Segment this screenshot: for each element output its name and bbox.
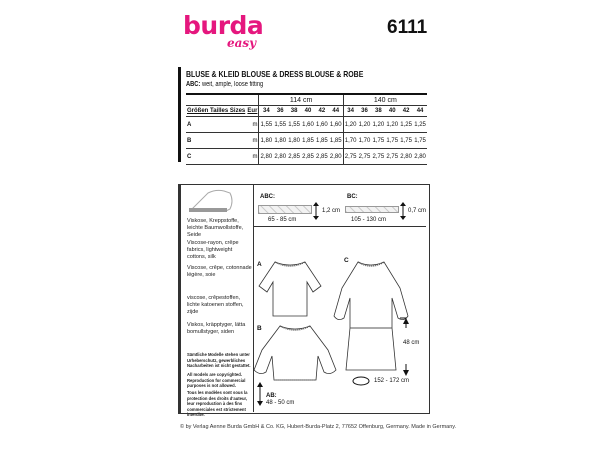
vertical-arrow-icon: [257, 382, 263, 406]
value-cell: 1,85: [301, 133, 315, 149]
value-cell: 1,75: [385, 133, 399, 149]
value-cell: 2,80: [413, 149, 427, 165]
size-cell: 36: [273, 106, 287, 117]
dress-length: 48 cm: [403, 340, 420, 346]
value-cell: 2,85: [301, 149, 315, 165]
value-cell: 2,75: [371, 149, 385, 165]
value-cell: 1,60: [315, 117, 329, 133]
view-c-label: C: [344, 257, 349, 264]
fabric-text-nl: viscose, crêpestoffen, lichte katoenen stoffen, zijde: [187, 295, 244, 315]
elastic-bc-label: BC:: [347, 194, 358, 200]
value-cell: 1,60: [301, 117, 315, 133]
elastic-abc-length: 65 - 85 cm: [268, 217, 297, 223]
value-cell: 1,70: [343, 133, 357, 149]
elastic-bc-tape: [345, 206, 399, 213]
section-bar: [178, 67, 181, 162]
size-cell: 36: [358, 106, 372, 117]
fabric-text-en: Viscose-rayon, crêpe fabrics, lightweight cottons, silk: [187, 240, 239, 260]
size-cell: 34: [259, 106, 273, 117]
brand-sub: easy: [227, 36, 257, 50]
size-cell: 38: [287, 106, 301, 117]
unit-label: m: [246, 133, 259, 149]
vertical-arrow-icon: [313, 202, 319, 220]
elastic-abc-label: ABC:: [260, 194, 275, 200]
value-cell: 1,60: [329, 117, 343, 133]
blouse-b-sketch: [250, 320, 340, 388]
table-row: [186, 149, 427, 165]
value-cell: 1,70: [358, 133, 372, 149]
width-114: 114 cm: [259, 94, 343, 106]
yardage-table: [186, 93, 427, 165]
value-cell: 1,85: [329, 133, 343, 149]
elastic-bc-width: 0,7 cm: [408, 208, 427, 214]
unit-label: m: [246, 149, 259, 165]
vertical-arrow-icon: [400, 202, 406, 220]
value-cell: 1,75: [399, 133, 413, 149]
fabric-text-de: Viskose, Kreppstoffe, leichte Baumwollstoffe, Seide: [187, 218, 244, 238]
fabric-swatch-icon: [186, 187, 236, 217]
table-row: [186, 117, 427, 133]
value-cell: 1,55: [273, 117, 287, 133]
value-cell: 1,80: [259, 133, 273, 149]
fit-text: weit, ample, loose fitting: [200, 81, 264, 88]
value-cell: 2,80: [273, 149, 287, 165]
value-cell: 1,20: [371, 117, 385, 133]
width-140: 140 cm: [343, 94, 427, 106]
value-cell: 2,75: [358, 149, 372, 165]
size-cell: 42: [315, 106, 329, 117]
circumference-icon: [352, 376, 370, 386]
value-cell: 2,75: [385, 149, 399, 165]
view-a-label: A: [257, 261, 262, 268]
unit-label: m: [246, 117, 259, 133]
view-label: B: [186, 133, 246, 149]
value-cell: 2,85: [287, 149, 301, 165]
fabric-text-fr: Viscose, crêpe, cotonnade légère, soie: [187, 265, 252, 278]
value-cell: 1,20: [385, 117, 399, 133]
elastic-bc-length: 105 - 130 cm: [351, 217, 387, 223]
value-cell: 1,80: [287, 133, 301, 149]
value-cell: 1,20: [343, 117, 357, 133]
value-cell: 2,75: [343, 149, 357, 165]
blouse-a-sketch: [255, 258, 325, 320]
value-cell: 1,20: [358, 117, 372, 133]
pattern-title: BLUSE & KLEID BLOUSE & DRESS BLOUSE & ROBE: [186, 69, 364, 79]
pattern-number: 6111: [387, 17, 428, 38]
size-cell: 42: [399, 106, 413, 117]
copyright-note-de: Sämtliche Modelle stehen unter Urheberschutz, gewerbliches Nacharbeiten ist nicht gestattet.: [187, 352, 251, 368]
copyright-footer: © by Verlag Aenne Burda GmbH & Co. KG, Hubert-Burda-Platz 2, 77652 Offenburg, Germany. Made in Germany.: [180, 424, 457, 430]
value-cell: 2,80: [329, 149, 343, 165]
sizes-header: Größen Tailles Sizes: [186, 106, 246, 117]
fabric-text-sv: Viskos, kräpptyger, lätta bomullstyger, siden: [187, 322, 246, 335]
burda-easy-logo: [183, 12, 263, 62]
value-cell: 1,25: [399, 117, 413, 133]
size-cell: 40: [301, 106, 315, 117]
value-cell: 1,55: [259, 117, 273, 133]
table-header-sizes: [186, 106, 427, 117]
divider: [254, 226, 426, 227]
eur-header: Eur: [246, 106, 259, 117]
view-label: C: [186, 149, 246, 165]
table-header-widths: [186, 94, 427, 106]
value-cell: 2,80: [399, 149, 413, 165]
brand-name: burda: [183, 11, 264, 40]
length-arrows-icon: [400, 316, 414, 376]
table-row: [186, 133, 427, 149]
copyright-note-en: All models are copyrighted. Reproduction for commercial purposes is not allowed.: [187, 372, 246, 388]
size-cell: 44: [413, 106, 427, 117]
view-label: A: [186, 117, 246, 133]
value-cell: 2,85: [315, 149, 329, 165]
size-cell: 44: [329, 106, 343, 117]
elastic-abc-tape: [258, 205, 312, 214]
value-cell: 1,75: [371, 133, 385, 149]
size-cell: 40: [385, 106, 399, 117]
ab-length: 48 - 50 cm: [266, 400, 295, 406]
value-cell: 1,80: [273, 133, 287, 149]
value-cell: 1,85: [315, 133, 329, 149]
fit-description: [186, 81, 263, 88]
size-cell: 34: [343, 106, 357, 117]
value-cell: 1,75: [413, 133, 427, 149]
fit-prefix: ABC:: [186, 81, 201, 88]
value-cell: 1,25: [413, 117, 427, 133]
view-b-label: B: [257, 325, 262, 332]
hem-width: 152 - 172 cm: [374, 378, 410, 384]
value-cell: 2,80: [259, 149, 273, 165]
elastic-abc-width: 1,2 cm: [322, 208, 341, 214]
ab-label: AB:: [266, 393, 277, 399]
size-cell: 38: [371, 106, 385, 117]
value-cell: 1,55: [287, 117, 301, 133]
copyright-note-fr: Tous les modèles sont sous la protection des droits d'auteur, leur reproduction à des fins commerciales est strictement interdite.: [187, 390, 248, 417]
